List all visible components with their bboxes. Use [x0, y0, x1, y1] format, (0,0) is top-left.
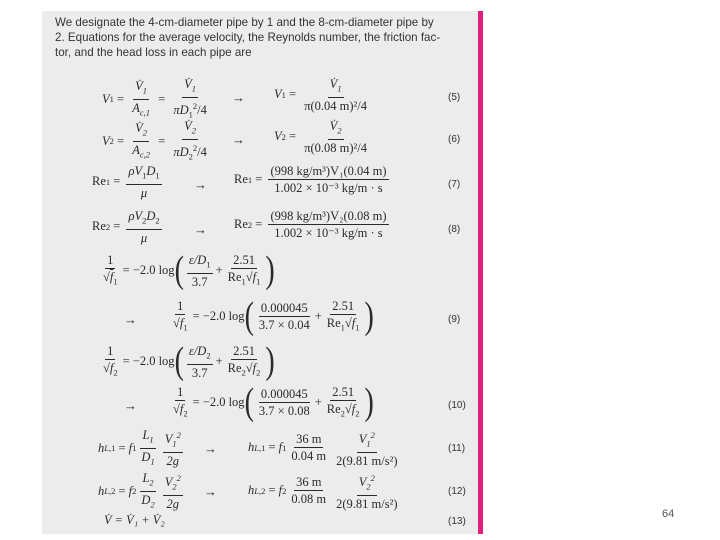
- equation-12: h L,2 = f 2 $\frac{L_2}{D_2}$ $\frac{V_2^2}{2g}$ → h L,2 = f 2 $\frac{36 m}{0.08 m}$ $\frac{V_2^2}{\text{2(9.81 m/s²)}}$ (12): [98, 471, 466, 511]
- equation-number: (10): [448, 400, 466, 411]
- equation-number: (11): [448, 443, 466, 454]
- equation-9-general: $\frac{1}{√f_1}$ = −2.0 log ( $\frac{\varepsilon/D_1}{3.7}$ + $\frac{2.51}{Re_1√f_1}$ ): [103, 249, 275, 291]
- intro-line: 2. Equations for the average velocity, the Reynolds number, the friction fac-: [55, 31, 441, 44]
- accent-stripe: [478, 11, 483, 534]
- equation-7: Re 1 = $\frac{\rho V_1D_1}{\mu}$ → Re 1 = $\frac{\text{(998 kg/m³)V₁(0.04 m)}}{\text{1.002 × 10⁻³ kg/m · s}}$ (7): [92, 164, 461, 200]
- equation-13: V̇ = V̇₁ + V̇₂ (13): [104, 513, 466, 527]
- equation-9: → $\frac{1}{√f_1}$ = −2.0 log ( $\frac{0.000045}{3.7 \times 0.04}$ + $\frac{2.51}{Re_1√f_1}$ ) (9): [124, 295, 461, 337]
- equation-number: (9): [448, 314, 461, 325]
- page-number: 64: [662, 508, 675, 520]
- equation-11: h L,1 = f 1 $\frac{L_1}{D_1}$ $\frac{V_1^2}{2g}$ → h L,1 = f 1 $\frac{36 m}{0.04 m}$ $\frac{V_1^2}{\text{2(9.81 m/s²)}}$ (11): [98, 428, 466, 468]
- equation-number: (5): [448, 92, 461, 103]
- intro-line: We designate the 4-cm-diameter pipe by 1 and the 8-cm-diameter pipe by: [55, 16, 434, 29]
- textbook-page: [42, 11, 478, 534]
- equation-number: (8): [448, 224, 461, 235]
- equation-5: V 1 = $\frac{V̇_1}{A_{c,1}}$ = $\frac{V̇_1}{\pi D_1^2/4}$ → V 1 = $\frac{V̇_1}{\text{π(0.04 m)²/4}}$ (5): [102, 77, 461, 120]
- intro-line: tor, and the head loss in each pipe are: [55, 46, 252, 59]
- equation-6: V 2 = $\frac{V̇_2}{A_{c,2}}$ = $\frac{V̇_2}{\pi D_2^2/4}$ → V 2 = $\frac{V̇_2}{\text{π(0.08 m)²/4}}$ (6): [102, 119, 461, 162]
- equation-10-general: $\frac{1}{√f_2}$ = −2.0 log ( $\frac{\varepsilon/D_2}{3.7}$ + $\frac{2.51}{Re_2√f_2}$ ): [103, 340, 275, 382]
- equation-number: (12): [448, 486, 466, 497]
- intro-paragraph: [55, 15, 471, 60]
- equation-8: Re 2 = $\frac{\rho V_2D_2}{\mu}$ → Re 2 = $\frac{\text{(998 kg/m³)V₂(0.08 m)}}{\text{1.002 × 10⁻³ kg/m · s}}$ (8): [92, 209, 461, 245]
- equation-number: (6): [448, 134, 461, 145]
- equation-number: (7): [448, 179, 461, 190]
- equation-10: → $\frac{1}{√f_2}$ = −2.0 log ( $\frac{0.000045}{3.7 \times 0.08}$ + $\frac{2.51}{Re_2√f_2}$ ) (10): [124, 381, 466, 423]
- equation-number: (13): [448, 516, 466, 527]
